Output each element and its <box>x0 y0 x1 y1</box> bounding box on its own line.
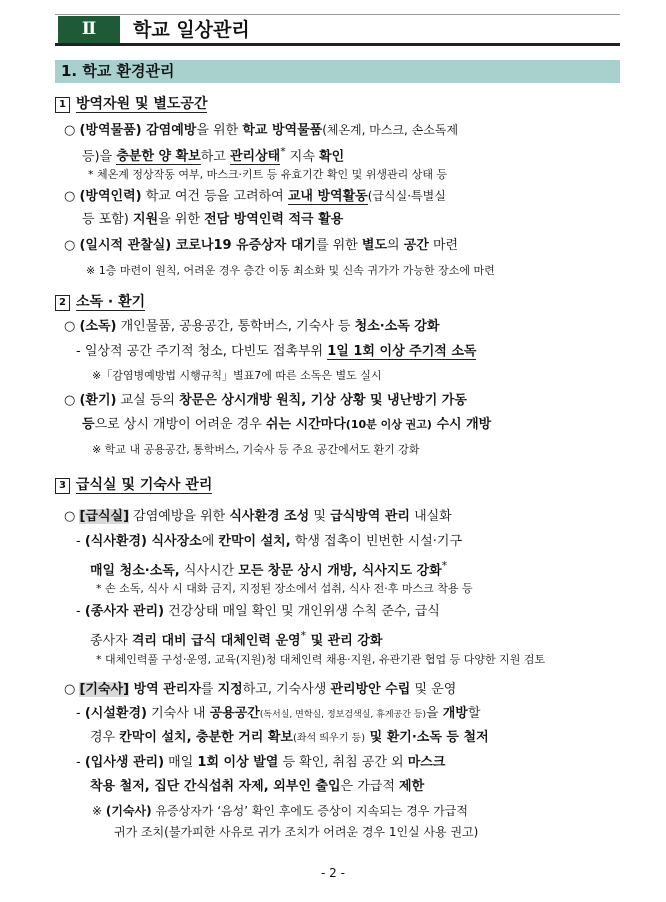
note-line: ※「감염병예방법 시행규칙」별표7에 따른 소독은 별도 실시 <box>92 369 382 382</box>
footnote-line: * 대체인력풀 구성·운영, 교육(지원)청 대체인력 채용·지원, 유관기관 협업 등 다양한 지원 검토 <box>96 653 546 666</box>
section-header <box>55 60 620 83</box>
section-title: 1. 학교 환경관리 <box>61 62 175 80</box>
dash-line: - (식사환경) 식사장소에 칸막이 설치, 학생 접촉이 빈번한 시설·기구 <box>76 534 463 549</box>
body-line: 등)을 충분한 양 확보하고 관리상태* 지속 확인 <box>82 145 345 165</box>
bullet-line: ○ (방역인력) 학교 여건 등을 고려하여 교내 방역활동(급식실·특별실 <box>64 189 446 204</box>
body-line: 경우 칸막이 설치, 충분한 거리 확보(좌석 띄우기 등) 및 환기·소독 등 철저 <box>90 730 489 745</box>
subheading-title: 소독 · 환기 <box>76 294 146 310</box>
dash-line: - 일상적 공간 주기적 청소, 다빈도 접촉부위 1일 1회 이상 주기적 소독 <box>76 344 477 359</box>
subheading-number: 3 <box>55 478 70 494</box>
body-line: 착용 철저, 집단 간식섭취 자제, 외부인 출입은 가급적 제한 <box>90 779 425 794</box>
body-line: 매일 청소·소독, 식사시간 모든 창문 상시 개방, 식사지도 강화* <box>90 559 448 579</box>
chapter-header <box>55 14 620 46</box>
bullet-line: ○ (환기) 교실 등의 창문은 상시개방 원칙, 기상 상황 및 냉난방기 가동 <box>64 393 467 408</box>
subheading-number: 1 <box>55 97 70 113</box>
subheading-3 <box>55 475 212 495</box>
chapter-number: Ⅱ <box>58 16 120 43</box>
page-number: - 2 - <box>321 866 345 880</box>
bullet-line: ○ (방역물품) 감염예방을 위한 학교 방역물품(체온계, 마스크, 손소독제 <box>64 123 459 138</box>
subheading-title: 방역자원 및 별도공간 <box>76 96 208 112</box>
chapter-bottom-rule <box>55 43 620 46</box>
subheading-title: 급식실 및 기숙사 관리 <box>76 477 213 493</box>
note-line: ※ (기숙사) 유증상자가 ‘음성’ 확인 후에도 증상이 지속되는 경우 가급적 <box>92 804 468 818</box>
footnote-line: * 체온계 정상작동 여부, 마스크·키트 등 유효기간 확인 및 위생관리 상태 등 <box>88 168 448 181</box>
body-line: 종사자 격리 대비 급식 대체인력 운영* 및 관리 강화 <box>90 629 383 649</box>
dash-line: - (시설환경) 기숙사 내 공용공간(독서실, 면학실, 정보검색실, 휴게공간 등)을 개방할 <box>76 706 481 721</box>
bullet-line: ○ [기숙사] 방역 관리자를 지정하고, 기숙사생 관리방안 수립 및 운영 <box>64 682 457 697</box>
bullet-line: ○ [급식실] 감염예방을 위한 식사환경 조성 및 급식방역 관리 내실화 <box>64 509 452 524</box>
note-line: ※ 1층 마련이 원칙, 어려운 경우 층간 이동 최소화 및 신속 귀가가 가능한 장소에 마련 <box>86 264 495 277</box>
subheading-2 <box>55 292 145 312</box>
subheading-1 <box>55 94 207 114</box>
dash-line: - (종사자 관리) 건강상태 매일 확인 및 개인위생 수칙 준수, 급식 <box>76 604 440 619</box>
footnote-line: * 손 소독, 식사 시 대화 금지, 지정된 장소에서 섭취, 식사 전·후 마스크 착용 등 <box>96 582 473 595</box>
note-line: ※ 학교 내 공용공간, 통학버스, 기숙사 등 주요 공간에서도 환기 강화 <box>92 443 420 456</box>
body-line: 등 포함) 지원을 위한 전담 방역인력 적극 활용 <box>82 212 344 227</box>
body-line: 등으로 상시 개방이 어려운 경우 쉬는 시간마다(10분 이상 권고) 수시 개방 <box>82 417 492 432</box>
chapter-top-rule <box>55 14 620 15</box>
note-line: 귀가 조치(불가피한 사유로 귀가 조치가 어려운 경우 1인실 사용 권고) <box>114 825 479 839</box>
bullet-line: ○ (일시적 관찰실) 코로나19 유증상자 대기를 위한 별도의 공간 마련 <box>64 238 459 253</box>
subheading-number: 2 <box>55 295 70 311</box>
chapter-title: 학교 일상관리 <box>133 19 250 41</box>
bullet-line: ○ (소독) 개인물품, 공용공간, 통학버스, 기숙사 등 청소·소독 강화 <box>64 319 440 334</box>
dash-line: - (입사생 관리) 매일 1회 이상 발열 등 확인, 취침 공간 외 마스크 <box>76 755 446 770</box>
